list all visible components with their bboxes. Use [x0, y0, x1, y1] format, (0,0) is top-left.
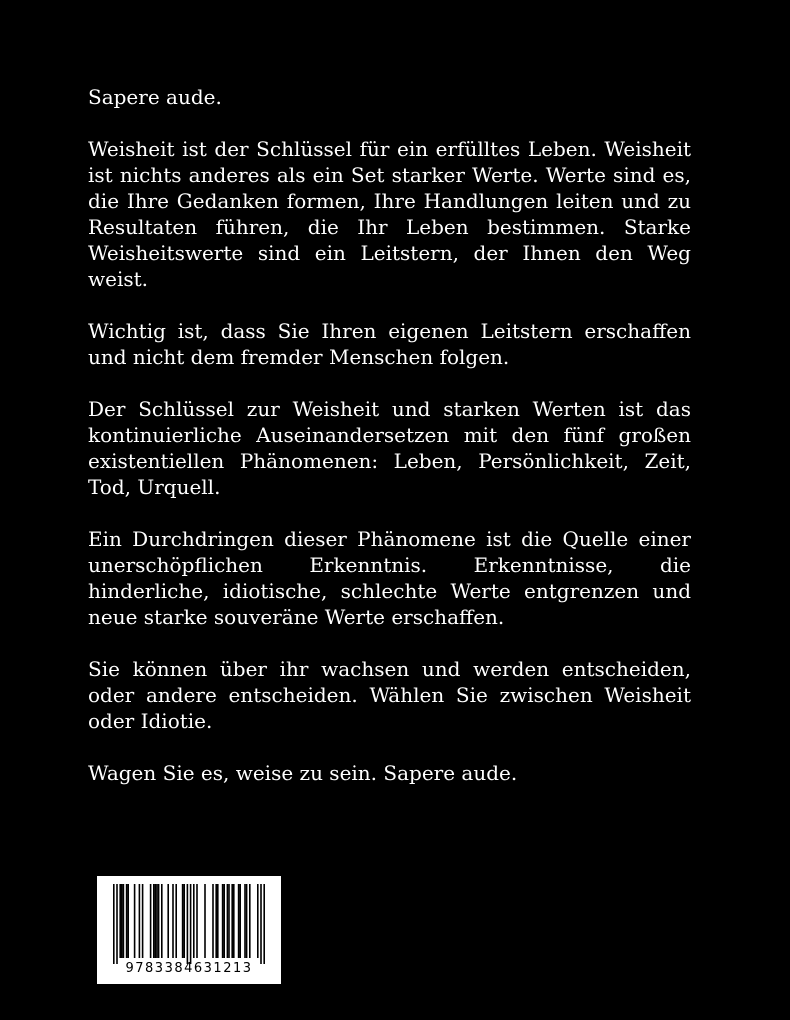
barcode-bar	[158, 884, 160, 958]
barcode-bar	[121, 884, 123, 958]
barcode-bar	[134, 884, 136, 958]
barcode-bar	[217, 884, 219, 958]
barcode-bar	[119, 884, 121, 958]
barcode-bar	[183, 884, 185, 958]
barcode-bar	[127, 884, 129, 958]
paragraph-insight: Ein Durchdringen dieser Phänomene ist die Quelle einer unerschöpflichen Erkenntnis. Erkenntnisse, die hinderliche, idiotische, schlechte Werte entgrenzen und neue starke souveräne Werte erschaffen.	[88, 527, 691, 629]
barcode-bar	[233, 884, 235, 958]
barcode-bar	[190, 884, 192, 964]
barcode-bar	[231, 884, 233, 958]
barcode-bar	[142, 884, 144, 958]
barcode-bar	[155, 884, 157, 958]
back-cover-text	[88, 84, 691, 812]
barcode-bar	[123, 884, 125, 958]
barcode-bar	[228, 884, 230, 958]
barcode-bar	[263, 884, 265, 964]
paragraph-closing: Wagen Sie es, weise zu sein. Sapere aude.	[88, 761, 518, 785]
barcode-bar	[238, 884, 240, 958]
paragraph-wisdom: Weisheit ist der Schlüssel für ein erfülltes Leben. Weisheit ist nichts anderes als ein Set starker Werte. Werte sind es, die Ihre Gedanken formen, Ihre Handlungen leiten und zu Resultaten führen, die Ihr Leben bestimmen. Starke Weisheitswerte sind ein Leitstern, der Ihnen den Weg weist.	[88, 137, 691, 291]
barcode-bar	[126, 884, 128, 958]
paragraph-guiding-star: Wichtig ist, dass Sie Ihren eigenen Leitstern erschaffen und nicht dem fremder Menschen folgen.	[88, 319, 691, 369]
barcode-bar	[257, 884, 259, 958]
barcode-bar	[161, 884, 163, 958]
barcode-bar	[187, 884, 189, 964]
barcode-bar	[260, 884, 262, 964]
barcode-bar	[249, 884, 251, 958]
barcode-bar	[153, 884, 155, 958]
barcode-bar	[239, 884, 241, 958]
paragraph-motto: Sapere aude.	[88, 85, 222, 109]
barcode-bar	[196, 884, 198, 958]
barcode-digits: 9783384631213	[125, 961, 253, 976]
barcode-bar	[223, 884, 225, 958]
barcode-bar	[182, 884, 184, 958]
barcode	[97, 876, 281, 984]
barcode-bar	[215, 884, 217, 958]
barcode-bar	[172, 884, 174, 958]
barcode-bar	[139, 884, 141, 958]
barcode-bar	[167, 884, 169, 958]
barcode-bar	[227, 884, 229, 958]
barcode-bar	[116, 884, 118, 964]
barcode-bar	[193, 884, 195, 958]
barcode-bar	[222, 884, 224, 958]
paragraph-choice: Sie können über ihr wachsen und werden entscheiden, oder andere entscheiden. Wählen Sie zwischen Weisheit oder Idiotie.	[88, 657, 691, 733]
barcode-bar	[212, 884, 214, 958]
barcode-bar	[150, 884, 152, 958]
paragraph-phenomena: Der Schlüssel zur Weisheit und starken Werten ist das kontinuierliche Auseinandersetzen mit den fünf großen existentiellen Phänomenen: Leben, Persönlichkeit, Zeit, Tod, Urquell.	[88, 397, 691, 499]
barcode-bar	[156, 884, 158, 958]
barcode-bar	[175, 884, 177, 958]
barcode-bar	[244, 884, 246, 958]
barcode-bar	[204, 884, 206, 958]
barcode-bar	[246, 884, 248, 958]
barcode-bar	[113, 884, 115, 964]
